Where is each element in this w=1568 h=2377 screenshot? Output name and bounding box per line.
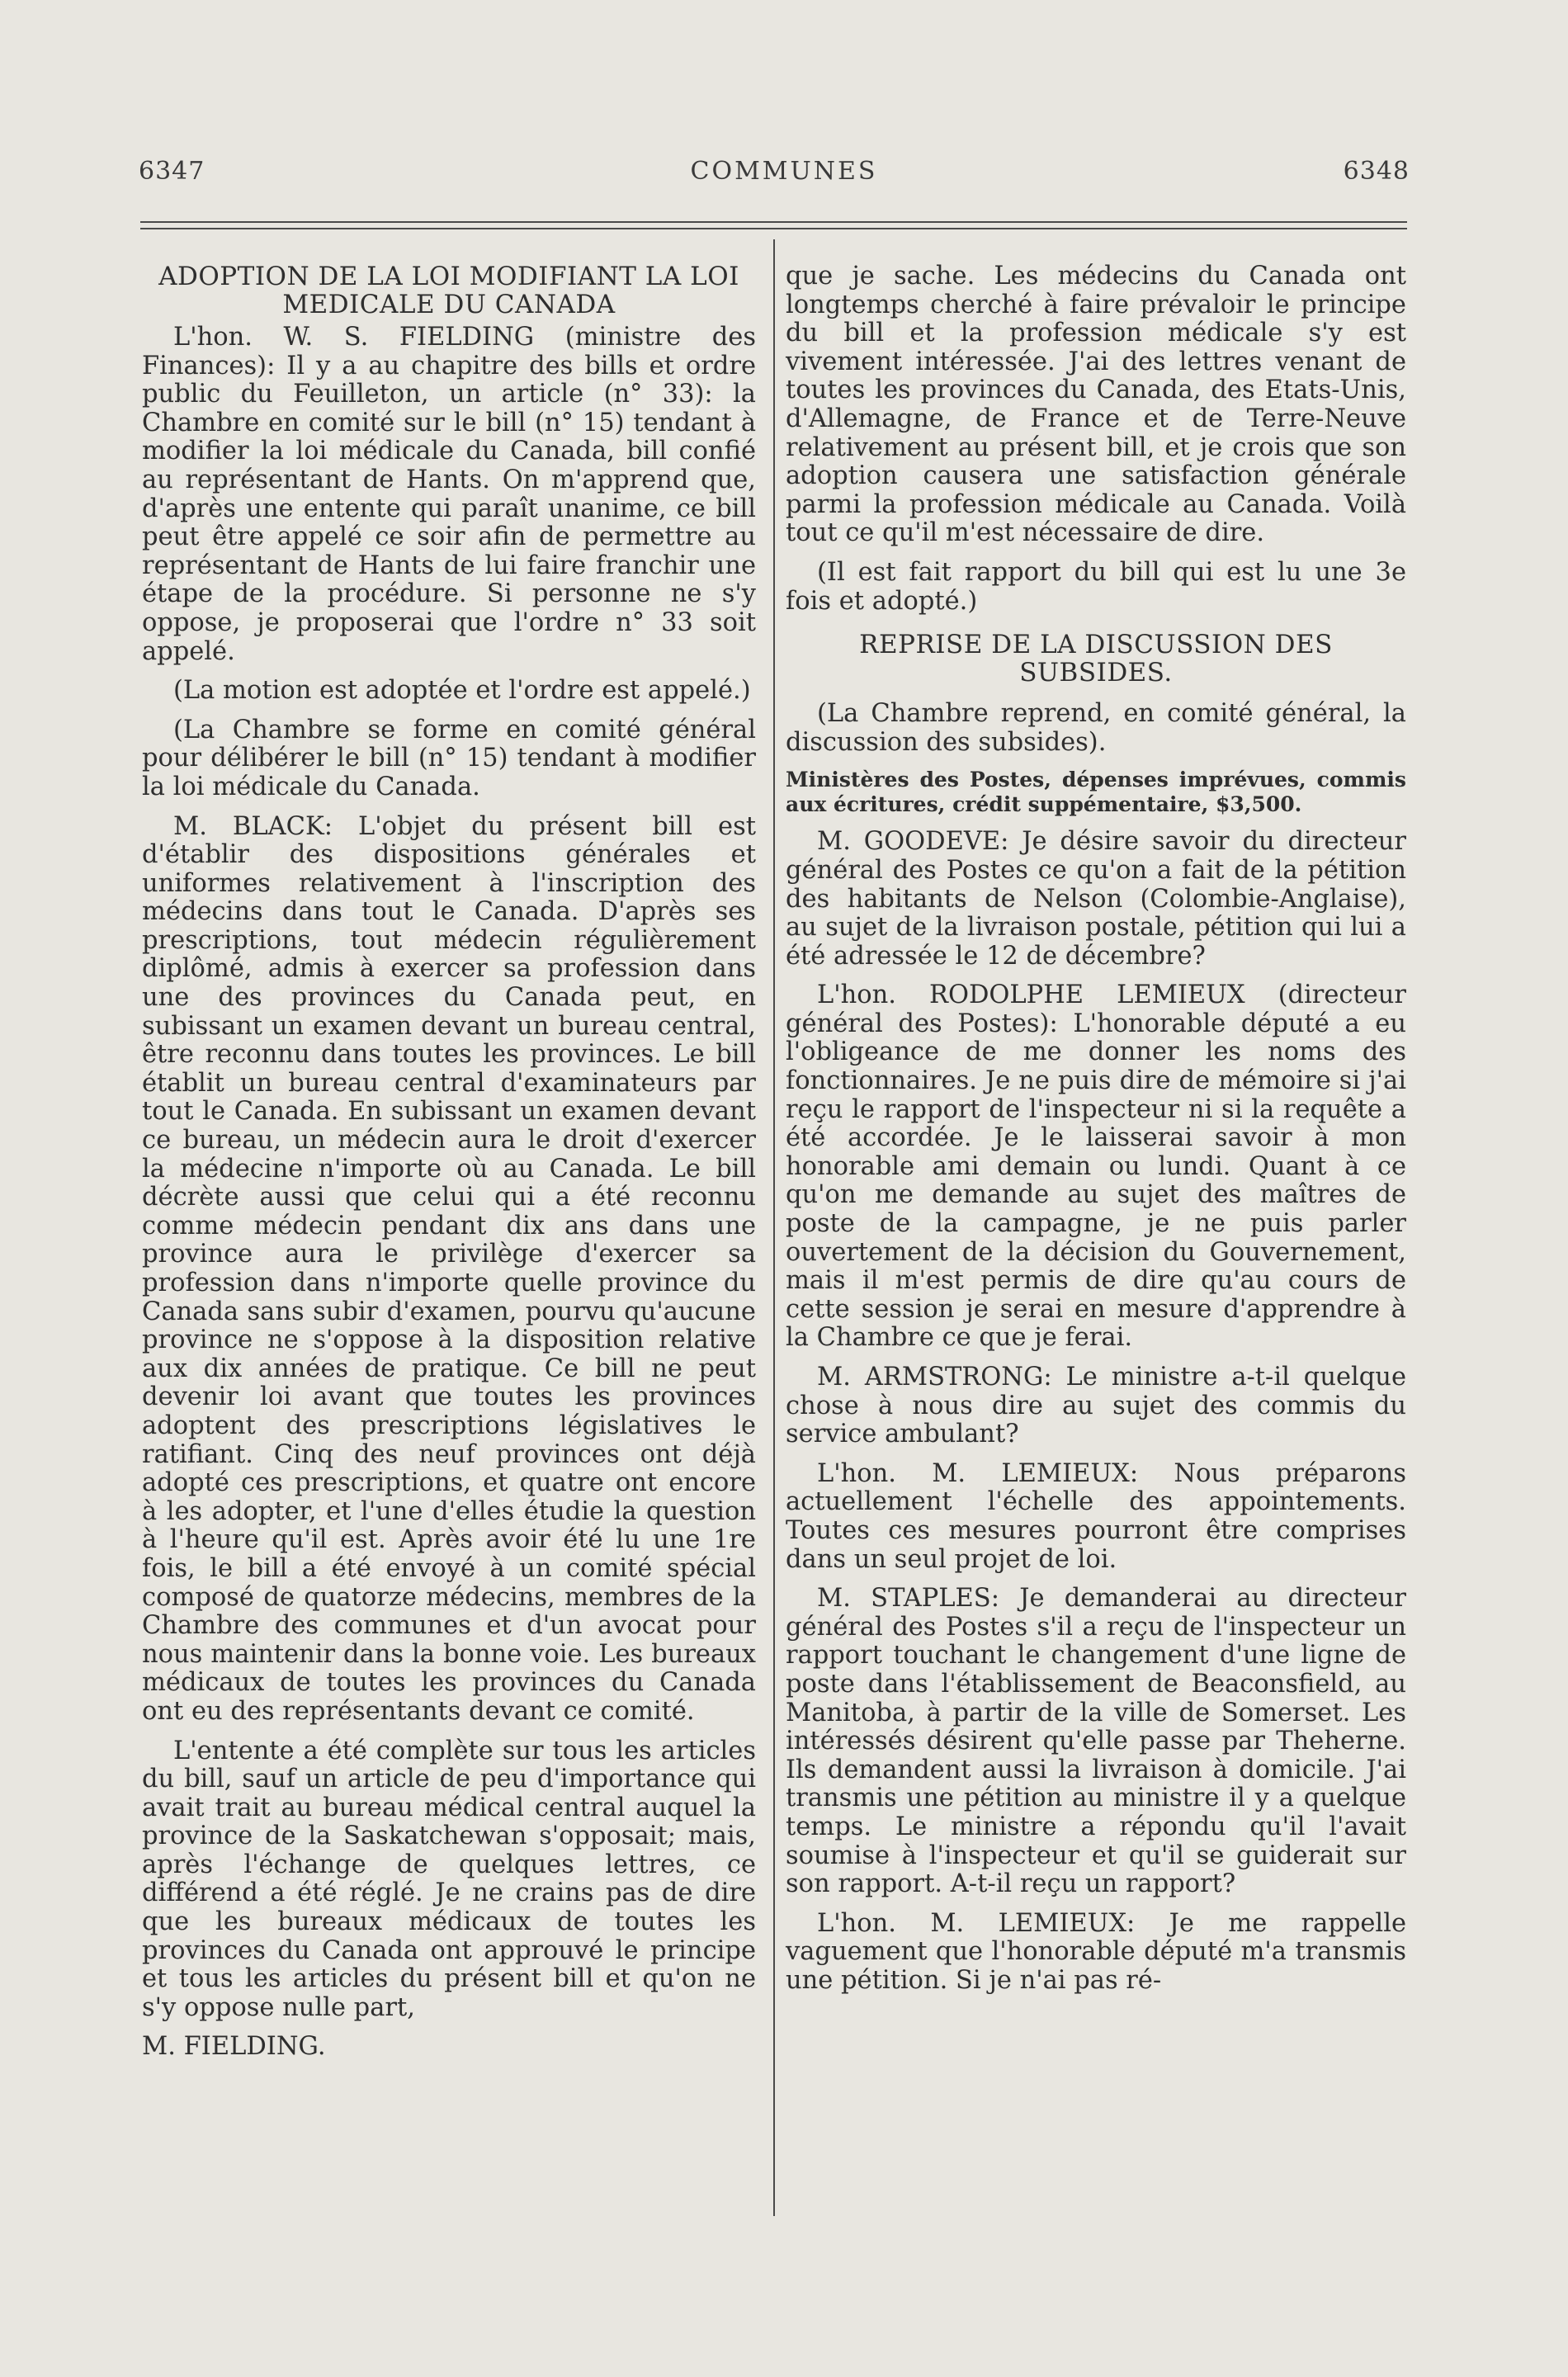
paragraph-black: M. BLACK: L'objet du présent bill est d'établir des dispositions générales et uniformes relativement à l'inscription des médecins dans tout le Canada. D'après ses prescriptions, tout médecin régulièrement diplômé, admis à exercer sa profession dans une des provinces du Canada peut, en subissant un examen devant un bureau central, être reconnu dans toutes les provinces. Le bill établit un bureau central d'examinateurs par tout le Canada. En subissant un examen devant ce bureau, un médecin aura le droit d'exercer la médecine n'importe où au Canada. Le bill décrète aussi que celui qui a été reconnu comme médecin pendant dix ans dans une province aura le privilège d'exercer sa profession dans n'importe quelle province du Canada sans subir d'examen, pourvu qu'aucune province ne s'oppose à la disposition relative aux dix années de pratique. Ce bill ne peut devenir loi avant que toutes les provinces adoptent des prescriptions législatives le ratifiant. Cinq des neuf provinces ont déjà adopté ces prescriptions, et quatre ont encore à les adopter, et l'une d'elles étudie la question à l'heure qu'il est. Après avoir été lu une 1re fois, le bill a été envoyé à un comité spécial composé de quatorze médecins, membres de la Chambre des communes et d'un avocat pour nous maintenir dans la bonne voie. Les bureaux médicaux de toutes les provinces du Canada ont eu des représentants devant ce comité. [142, 811, 756, 1726]
running-title: COMMUNES [690, 157, 878, 186]
speaker-signoff: M. FIELDING. [142, 2032, 326, 2062]
header-rule-bottom [140, 228, 1407, 229]
right-column [786, 262, 1406, 2006]
header-rule-top [140, 221, 1407, 223]
section-heading-adoption: ADOPTION DE LA LOI MODIFIANT LA LOI MEDICALE DU CANADA [158, 262, 739, 319]
paragraph-goodeve: M. GOODEVE: Je désire savoir du directeur général des Postes ce qu'on a fait de la pétition des habitants de Nelson (Colombie-Anglaise), au sujet de la livraison postale, pétition qui lui a été adressée le 12 de décembre? [786, 827, 1406, 971]
paragraph-fielding: L'hon. W. S. FIELDING (ministre des Finances): Il y a au chapitre des bills et ordre public du Feuilleton, un article (n° 33): la Chambre en comité sur le bill (n° 15) tendant à modifier la loi médicale du Canada, bill confié au représentant de Hants. On m'apprend que, d'après une entente qui paraît unanime, ce bill peut être appelé ce soir afin de permettre au représentant de Hants de lui faire franchir une étape de la procédure. Si personne ne s'y oppose, je proposerai que l'ordre n° 33 soit appelé. [142, 323, 756, 666]
paragraph-report: (Il est fait rapport du bill qui est lu une 3e fois et adopté.) [786, 557, 1406, 616]
paragraph-armstrong: M. ARMSTRONG: Le ministre a-t-il quelque chose à nous dire au sujet des commis du service ambulant? [786, 1363, 1406, 1449]
supply-item: Ministères des Postes, dépenses imprévues, commis aux écritures, crédit suppémentaire, $3,500. [786, 768, 1406, 817]
section-heading-subsides: REPRISE DE LA DISCUSSION DES SUBSIDES. [859, 630, 1333, 688]
paragraph-continuation: que je sache. Les médecins du Canada ont longtemps cherché à faire prévaloir le principe du bill et la profession médicale s'y est vivement intéressée. J'ai des lettres venant de toutes les provinces du Canada, des Etats-Unis, d'Allemagne, de France et de Terre-Neuve relativement au présent bill, et je crois que son adoption causera une satisfaction générale parmi la profession médicale au Canada. Voilà tout ce qu'il m'est nécessaire de dire. [786, 262, 1406, 548]
paragraph-committee: (La Chambre se forme en comité général pour délibérer le bill (n° 15) tendant à modifier la loi médicale du Canada. [142, 715, 756, 801]
paragraph-motion-adopted: (La motion est adoptée et l'ordre est appelé.) [173, 676, 751, 706]
paragraph-resume: (La Chambre reprend, en comité général, la discussion des subsides). [786, 699, 1406, 757]
page-number-left: 6347 [139, 157, 205, 186]
paragraph-entente: L'entente a été complète sur tous les articles du bill, sauf un article de peu d'importance qui avait trait au bureau médical central auquel la province de la Saskatchewan s'opposait; mais, après l'échange de quelques lettres, ce différend a été réglé. Je ne crains pas de dire que les bureaux médicaux de toutes les provinces du Canada ont approuvé le principe et tous les articles du présent bill et qu'on ne s'y oppose nulle part, [142, 1736, 756, 2022]
paragraph-lemieux-1: L'hon. RODOLPHE LEMIEUX (directeur général des Postes): L'honorable député a eu l'obligeance de me donner les noms des fonctionnaires. Je ne puis dire de mémoire si j'ai reçu le rapport de l'inspecteur ni si la requête a été accordée. Je le laisserai savoir à mon honorable ami demain ou lundi. Quant à ce qu'on me demande au sujet des maîtres de poste de la campagne, je ne puis parler ouvertement de la décision du Gouvernement, mais il m'est permis de dire qu'au cours de cette session je serai en mesure d'apprendre à la Chambre ce que je ferai. [786, 981, 1406, 1353]
paragraph-lemieux-2: L'hon. M. LEMIEUX: Nous préparons actuellement l'échelle des appointements. Toutes ces mesures pourront être comprises dans un seul projet de loi. [786, 1458, 1406, 1574]
page-number-right: 6348 [1343, 157, 1410, 186]
left-column [142, 262, 756, 2072]
paragraph-lemieux-3: L'hon. M. LEMIEUX: Je me rappelle vaguement que l'honorable député m'a transmis une pétition. Si je n'ai pas ré- [786, 1908, 1406, 1995]
paragraph-staples: M. STAPLES: Je demanderai au directeur général des Postes s'il a reçu de l'inspecteur un rapport touchant le changement d'une ligne de poste dans l'établissement de Beaconsfield, au Manitoba, à partir de la ville de Somerset. Les intéressés désirent qu'elle passe par Theherne. Ils demandent aussi la livraison à domicile. J'ai transmis une pétition au ministre il y a quelque temps. Le ministre a répondu qu'il l'avait soumise à l'inspecteur et qu'il se guiderait sur son rapport. A-t-il reçu un rapport? [786, 1584, 1406, 1899]
column-divider [773, 239, 775, 2216]
